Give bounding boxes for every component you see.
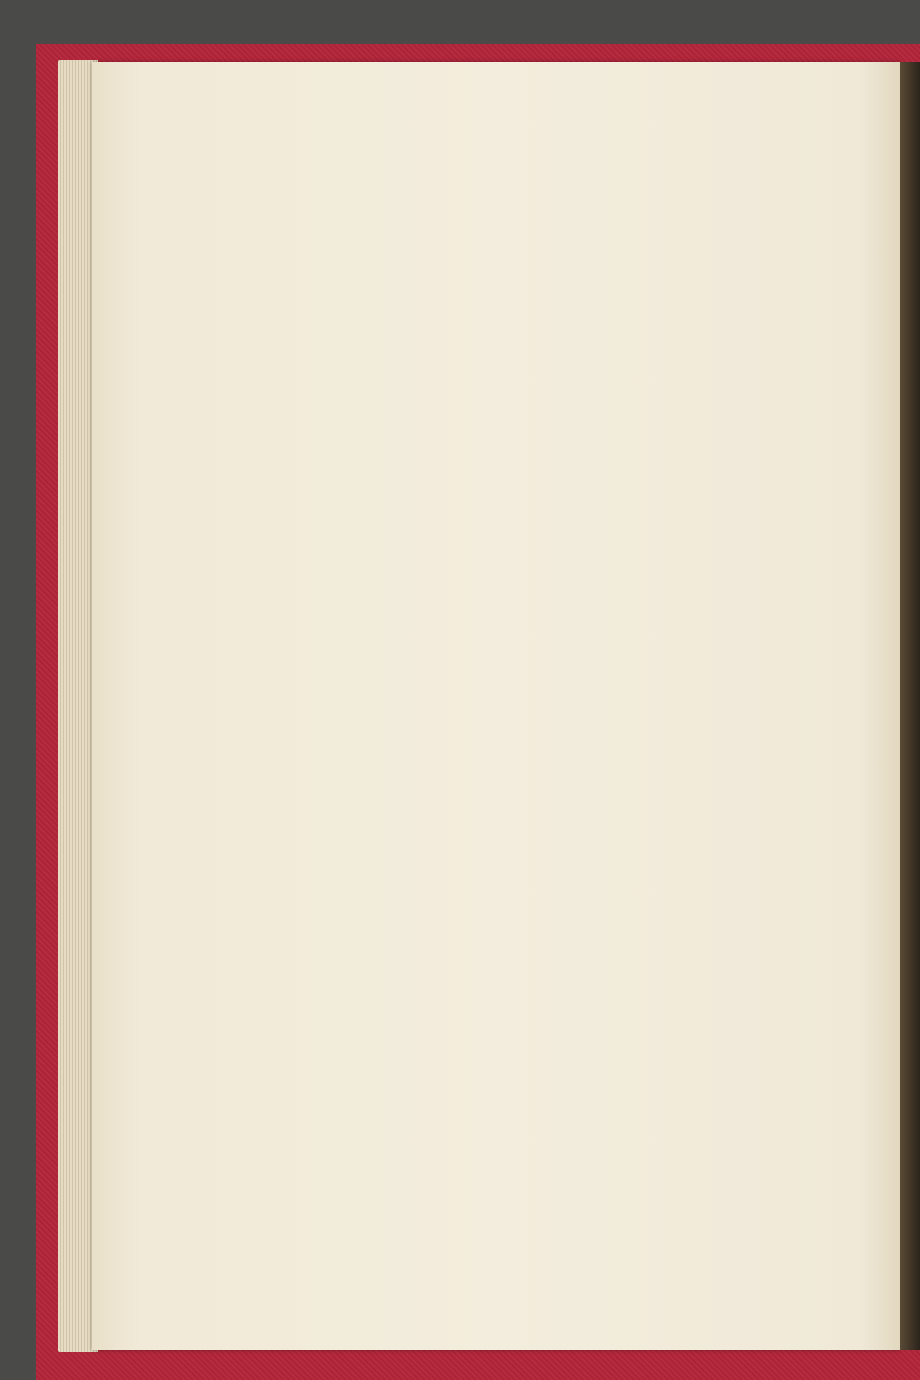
book-page [92, 62, 900, 1350]
book-gutter [900, 62, 920, 1350]
page-content [174, 150, 838, 240]
course-entry-294 [174, 203, 838, 222]
running-head [174, 150, 838, 172]
